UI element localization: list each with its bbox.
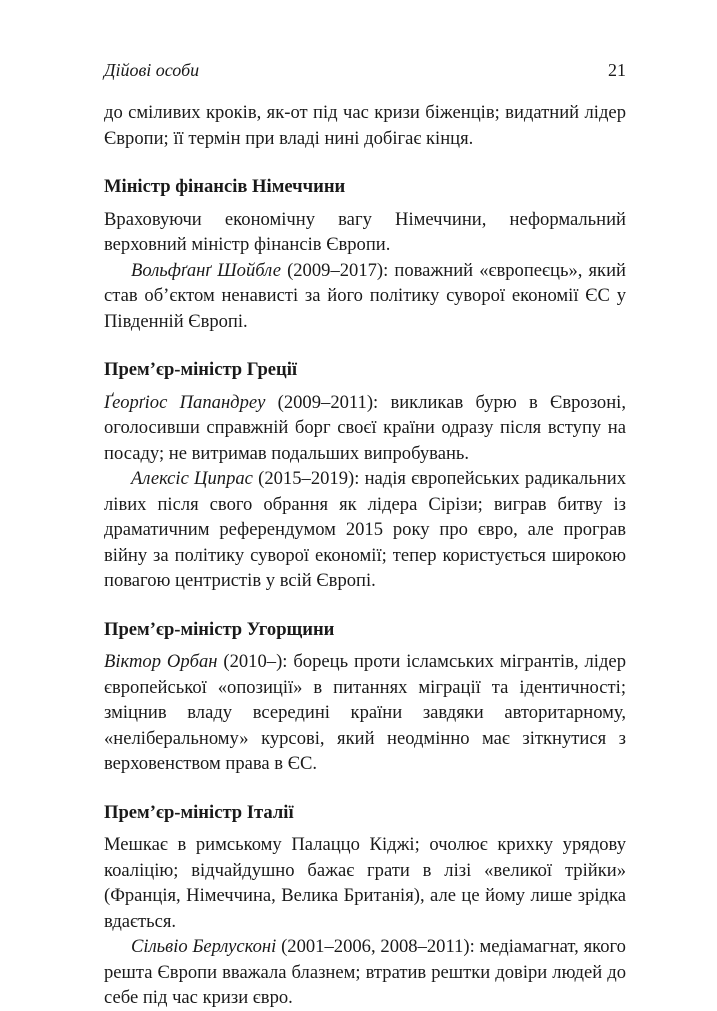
section-heading: Міністр фінансів Німеччини — [104, 176, 346, 197]
person-name: Алексіс Ципрас — [131, 468, 253, 489]
person-description: (2015–2019): надія європейських радикальних лівих після свого обрання як лідера Сірізи; виграв битву із драматичним референдумом 2015 року про євро, але програв війну за політику суворої економії; тепер користується широкою повагою центристів у всій Європі. — [104, 468, 627, 591]
section-greece-pm — [104, 357, 626, 594]
page-content — [104, 100, 626, 1011]
section-italy-pm — [104, 800, 626, 1011]
person-name: Віктор Орбан — [104, 651, 218, 672]
person-description: (2009–2011): викликав бурю в Єврозоні, оголосивши справжній борг своєї країни одразу після вступу на посаду; не витримав подальших випробувань. — [104, 391, 626, 464]
person-entry — [104, 934, 626, 1011]
section-heading: Прем’єр-міністр Італії — [104, 801, 294, 823]
section-germany-finance — [104, 174, 626, 334]
section-heading: Прем’єр-міністр Греції — [104, 359, 298, 380]
person-name: Сільвіо Берлусконі — [131, 936, 277, 957]
section-intro: Враховуючи економічну вагу Німеччини, неформальний верховний міністр фінансів Європи. — [104, 208, 626, 255]
lead-paragraph: до сміливих кроків, як-от під час кризи біженців; видатний лідер Європи; її термін при владі нині добігає кінця. — [104, 102, 626, 149]
person-name: Ґеорґіос Папандреу — [104, 391, 266, 413]
section-heading: Прем’єр-міністр Угорщини — [104, 618, 335, 640]
person-entry — [104, 649, 626, 777]
person-entry — [104, 390, 626, 467]
person-description: (2009–2017): поважний «європеєць», який став об’єктом ненависті за його політику суворої економії ЄС у Південній Європі. — [104, 259, 626, 332]
person-entry — [104, 258, 626, 335]
person-name: Вольфґанґ Шойбле — [131, 259, 281, 281]
person-description: (2001–2006, 2008–2011): медіамагнат, якого решта Європи вважала блазнем; втратив рештки довіри людей до себе під час кризи євро. — [104, 936, 626, 1008]
section-title: Дійові особи — [104, 60, 200, 80]
running-head — [104, 60, 626, 100]
person-entry — [104, 466, 626, 594]
book-page — [104, 60, 626, 1011]
page-number: 21 — [608, 60, 626, 80]
section-intro: Мешкає в римському Палаццо Кіджі; очолює крихку урядову коаліцію; відчайдушно бажає грати в лізі «великої трійки» (Франція, Німеччина, Велика Британія), але це йому лише зрідка вдається. — [104, 834, 626, 932]
section-hungary-pm — [104, 617, 626, 777]
person-description: (2010–): борець проти ісламських мігрантів, лідер європейської «опозиції» в питаннях міграції та ідентичності; зміцнив владу всередині країни завдяки авторитарному, «неліберальному» курсові, який неодмінно має зіткнутися з верховенством права в ЄС. — [104, 651, 626, 774]
